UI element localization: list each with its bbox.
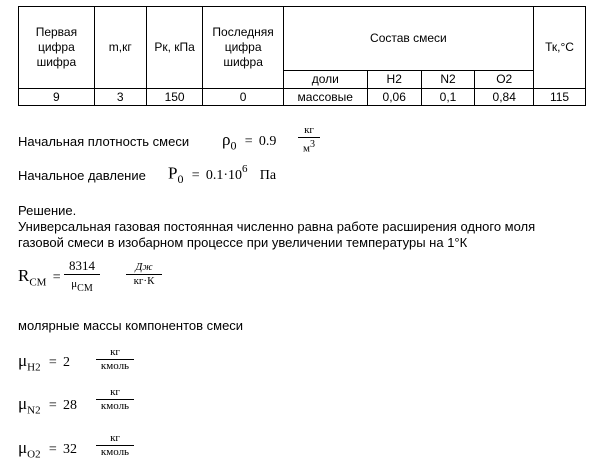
molar-h2-unit — [96, 346, 134, 373]
header-h2: H2 — [367, 71, 421, 89]
cell-pressure: 150 — [146, 89, 203, 106]
header-pressure: Pк, кПа — [146, 7, 203, 89]
solution-line2: газовой смеси в изобарном процессе при увеличении температуры на 1°К — [18, 235, 468, 250]
r-unit-num: Дж — [135, 261, 153, 273]
molar-n2-value: 28 — [62, 398, 77, 413]
pressure-symbol: P — [168, 163, 178, 183]
molar-n2-unit-num: кг — [110, 386, 120, 398]
molar-h2-eq: = — [48, 355, 57, 370]
cell-mass: 3 — [94, 89, 146, 106]
header-fractions: доли — [283, 71, 367, 89]
r-eq: = — [52, 270, 61, 285]
density-label: Начальная плотность смеси — [18, 134, 190, 149]
density-unit-num: кг — [304, 124, 314, 136]
pressure-exp: 6 — [242, 163, 248, 175]
pressure-sub: 0 — [177, 172, 184, 187]
molar-h2-value: 2 — [62, 355, 70, 370]
header-first-digit-line3: шифра — [36, 55, 77, 69]
density-unit-den: м — [303, 142, 310, 155]
header-first-digit-line1: Первая — [35, 25, 78, 39]
molar-n2-unit-den: кмоль — [100, 400, 130, 412]
header-last-digit — [203, 7, 283, 89]
r-formula-lhs — [18, 266, 61, 288]
header-first-digit — [19, 7, 95, 89]
molar-n2-formula — [18, 394, 77, 416]
molar-h2-unit-num: кг — [110, 346, 120, 358]
r-unit — [126, 261, 162, 288]
density-unit — [298, 124, 320, 156]
density-eq: = — [244, 134, 253, 149]
molar-o2-sub: O2 — [27, 448, 41, 460]
molar-o2-unit — [96, 432, 134, 459]
r-num: 8314 — [69, 258, 95, 273]
header-o2: O2 — [475, 71, 534, 89]
molar-n2-unit — [96, 386, 134, 413]
molar-h2-formula — [18, 351, 70, 373]
solution-line1: Универсальная газовая постоянная численно равна работе расширения одного моля — [18, 219, 536, 234]
header-last-digit-line3: шифра — [223, 55, 263, 69]
molar-h2-sub: H2 — [27, 361, 41, 374]
molar-o2-unit-num: кг — [110, 432, 120, 444]
header-mass: m,кг — [94, 7, 146, 89]
r-den-sub: СМ — [77, 283, 93, 294]
molar-o2-value: 32 — [62, 442, 77, 457]
r-den-symbol: μ — [71, 278, 78, 290]
molar-o2-symbol: μ — [18, 438, 28, 457]
molar-label: молярные массы компонентов смеси — [18, 318, 244, 333]
cell-first-digit: 9 — [19, 89, 95, 106]
cell-o2: 0,84 — [475, 89, 534, 106]
r-symbol: R — [18, 266, 30, 285]
r-unit-den: кг·К — [133, 275, 155, 287]
cell-h2: 0,06 — [367, 89, 421, 106]
cell-n2: 0,1 — [421, 89, 475, 106]
molar-h2-unit-den: кмоль — [100, 360, 130, 372]
pressure-formula — [168, 163, 276, 187]
cell-last-digit: 0 — [203, 89, 283, 106]
variant-data-table — [18, 6, 586, 106]
header-temperature: Тк,°С — [534, 7, 586, 89]
molar-o2-unit-den: кмоль — [100, 446, 130, 458]
header-composition: Состав смеси — [283, 7, 533, 71]
pressure-value: 0.1·10 — [205, 167, 243, 183]
density-symbol: ρ — [222, 130, 231, 149]
pressure-eq: = — [191, 167, 200, 183]
molar-h2-symbol: μ — [18, 351, 28, 370]
cell-fraction-type: массовые — [283, 89, 367, 106]
r-sub: СМ — [29, 276, 47, 289]
molar-n2-sub: N2 — [27, 404, 41, 417]
cell-temperature: 115 — [534, 89, 586, 106]
pressure-label: Начальное давление — [18, 168, 146, 183]
pressure-unit: Па — [259, 167, 277, 183]
molar-n2-eq: = — [48, 398, 57, 413]
table-row — [19, 89, 586, 106]
molar-n2-symbol: μ — [18, 394, 28, 413]
header-last-digit-line1: Последняя — [212, 25, 274, 39]
density-unit-den-sup: 3 — [309, 139, 315, 150]
molar-o2-formula — [18, 438, 77, 460]
header-n2: N2 — [421, 71, 475, 89]
molar-o2-eq: = — [48, 442, 57, 457]
header-last-digit-line2: цифра — [224, 40, 262, 54]
r-fraction — [64, 258, 100, 297]
density-sub: 0 — [230, 138, 237, 153]
density-value: 0.9 — [258, 134, 277, 149]
header-first-digit-line2: цифра — [37, 40, 75, 54]
solution-heading: Решение. — [18, 203, 77, 218]
density-formula — [222, 130, 276, 153]
